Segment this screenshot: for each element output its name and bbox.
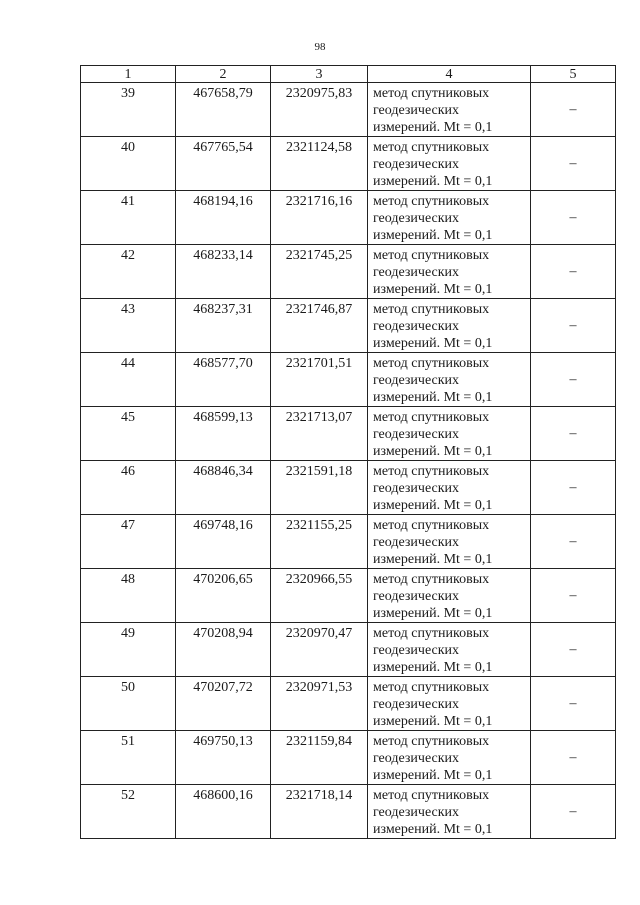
method-line: геодезических [373, 211, 460, 226]
method-line: измерений. Mt = 0,1 [373, 228, 493, 243]
error-cell: – [531, 353, 616, 407]
method-line: измерений. Mt = 0,1 [373, 822, 493, 837]
method-line: измерений. Mt = 0,1 [373, 552, 493, 567]
method-line: измерений. Mt = 0,1 [373, 336, 493, 351]
method-line: геодезических [373, 535, 460, 550]
point-number-cell: 40 [81, 137, 176, 191]
method-line: геодезических [373, 373, 460, 388]
method-cell [368, 785, 531, 839]
method-line: геодезических [373, 481, 460, 496]
y-coordinate-cell: 2321591,18 [271, 461, 368, 515]
method-line: геодезических [373, 751, 460, 766]
column-header: 4 [368, 66, 531, 83]
y-coordinate-cell: 2320966,55 [271, 569, 368, 623]
y-coordinate-cell: 2321746,87 [271, 299, 368, 353]
y-coordinate-cell: 2320970,47 [271, 623, 368, 677]
method-line: метод спутниковых [373, 572, 490, 587]
method-cell [368, 515, 531, 569]
point-number-cell: 39 [81, 83, 176, 137]
x-coordinate-cell: 468194,16 [176, 191, 271, 245]
method-line: метод спутниковых [373, 302, 490, 317]
method-line: геодезических [373, 697, 460, 712]
y-coordinate-cell: 2321716,16 [271, 191, 368, 245]
method-line: геодезических [373, 643, 460, 658]
y-coordinate-cell: 2321124,58 [271, 137, 368, 191]
method-line: геодезических [373, 157, 460, 172]
method-line: метод спутниковых [373, 464, 490, 479]
y-coordinate-cell: 2320971,53 [271, 677, 368, 731]
method-line: измерений. Mt = 0,1 [373, 444, 493, 459]
y-coordinate-cell: 2321718,14 [271, 785, 368, 839]
point-number-cell: 48 [81, 569, 176, 623]
table-row [81, 677, 616, 731]
x-coordinate-cell: 469750,13 [176, 731, 271, 785]
method-cell [368, 569, 531, 623]
method-line: геодезических [373, 265, 460, 280]
method-line: геодезических [373, 427, 460, 442]
point-number-cell: 43 [81, 299, 176, 353]
x-coordinate-cell: 468577,70 [176, 353, 271, 407]
coordinates-table [80, 65, 616, 839]
method-line: метод спутниковых [373, 140, 490, 155]
table-row [81, 353, 616, 407]
x-coordinate-cell: 470207,72 [176, 677, 271, 731]
table-row [81, 785, 616, 839]
x-coordinate-cell: 468599,13 [176, 407, 271, 461]
x-coordinate-cell: 470208,94 [176, 623, 271, 677]
error-cell: – [531, 83, 616, 137]
x-coordinate-cell: 467658,79 [176, 83, 271, 137]
method-line: метод спутниковых [373, 248, 490, 263]
method-cell [368, 731, 531, 785]
method-line: метод спутниковых [373, 626, 490, 641]
table-row [81, 623, 616, 677]
method-cell [368, 83, 531, 137]
page-number: 98 [314, 41, 326, 53]
table-row [81, 299, 616, 353]
table-row [81, 569, 616, 623]
error-cell: – [531, 299, 616, 353]
method-cell [368, 461, 531, 515]
method-line: измерений. Mt = 0,1 [373, 768, 493, 783]
x-coordinate-cell: 469748,16 [176, 515, 271, 569]
y-coordinate-cell: 2320975,83 [271, 83, 368, 137]
table-row [81, 407, 616, 461]
y-coordinate-cell: 2321159,84 [271, 731, 368, 785]
error-cell: – [531, 785, 616, 839]
error-cell: – [531, 569, 616, 623]
point-number-cell: 41 [81, 191, 176, 245]
point-number-cell: 51 [81, 731, 176, 785]
point-number-cell: 47 [81, 515, 176, 569]
method-line: метод спутниковых [373, 680, 490, 695]
x-coordinate-cell: 467765,54 [176, 137, 271, 191]
method-line: метод спутниковых [373, 410, 490, 425]
method-line: измерений. Mt = 0,1 [373, 498, 493, 513]
table-row [81, 191, 616, 245]
error-cell: – [531, 191, 616, 245]
method-cell [368, 245, 531, 299]
x-coordinate-cell: 468233,14 [176, 245, 271, 299]
method-cell [368, 623, 531, 677]
method-cell [368, 191, 531, 245]
method-cell [368, 137, 531, 191]
method-line: геодезических [373, 103, 460, 118]
method-line: измерений. Mt = 0,1 [373, 120, 493, 135]
y-coordinate-cell: 2321745,25 [271, 245, 368, 299]
method-line: метод спутниковых [373, 734, 490, 749]
point-number-cell: 46 [81, 461, 176, 515]
error-cell: – [531, 137, 616, 191]
point-number-cell: 44 [81, 353, 176, 407]
method-line: метод спутниковых [373, 86, 490, 101]
method-line: измерений. Mt = 0,1 [373, 282, 493, 297]
table-row [81, 515, 616, 569]
point-number-cell: 49 [81, 623, 176, 677]
column-header: 5 [531, 66, 616, 83]
x-coordinate-cell: 468600,16 [176, 785, 271, 839]
column-header: 3 [271, 66, 368, 83]
x-coordinate-cell: 470206,65 [176, 569, 271, 623]
method-line: геодезических [373, 319, 460, 334]
method-cell [368, 353, 531, 407]
method-line: геодезических [373, 589, 460, 604]
table-row [81, 137, 616, 191]
table-row [81, 83, 616, 137]
method-line: измерений. Mt = 0,1 [373, 174, 493, 189]
method-cell [368, 299, 531, 353]
method-line: измерений. Mt = 0,1 [373, 660, 493, 675]
table-row [81, 461, 616, 515]
error-cell: – [531, 461, 616, 515]
error-cell: – [531, 731, 616, 785]
table-body [81, 83, 616, 839]
column-header: 1 [81, 66, 176, 83]
method-line: измерений. Mt = 0,1 [373, 390, 493, 405]
table-row [81, 245, 616, 299]
error-cell: – [531, 677, 616, 731]
point-number-cell: 52 [81, 785, 176, 839]
point-number-cell: 42 [81, 245, 176, 299]
method-cell [368, 677, 531, 731]
method-line: метод спутниковых [373, 788, 490, 803]
method-line: геодезических [373, 805, 460, 820]
table-header-row [81, 66, 616, 83]
x-coordinate-cell: 468237,31 [176, 299, 271, 353]
point-number-cell: 50 [81, 677, 176, 731]
y-coordinate-cell: 2321701,51 [271, 353, 368, 407]
y-coordinate-cell: 2321155,25 [271, 515, 368, 569]
method-line: метод спутниковых [373, 194, 490, 209]
method-line: метод спутниковых [373, 356, 490, 371]
method-line: метод спутниковых [373, 518, 490, 533]
error-cell: – [531, 515, 616, 569]
point-number-cell: 45 [81, 407, 176, 461]
error-cell: – [531, 623, 616, 677]
method-line: измерений. Mt = 0,1 [373, 606, 493, 621]
method-cell [368, 407, 531, 461]
y-coordinate-cell: 2321713,07 [271, 407, 368, 461]
error-cell: – [531, 245, 616, 299]
method-line: измерений. Mt = 0,1 [373, 714, 493, 729]
column-header: 2 [176, 66, 271, 83]
table-row [81, 731, 616, 785]
x-coordinate-cell: 468846,34 [176, 461, 271, 515]
error-cell: – [531, 407, 616, 461]
